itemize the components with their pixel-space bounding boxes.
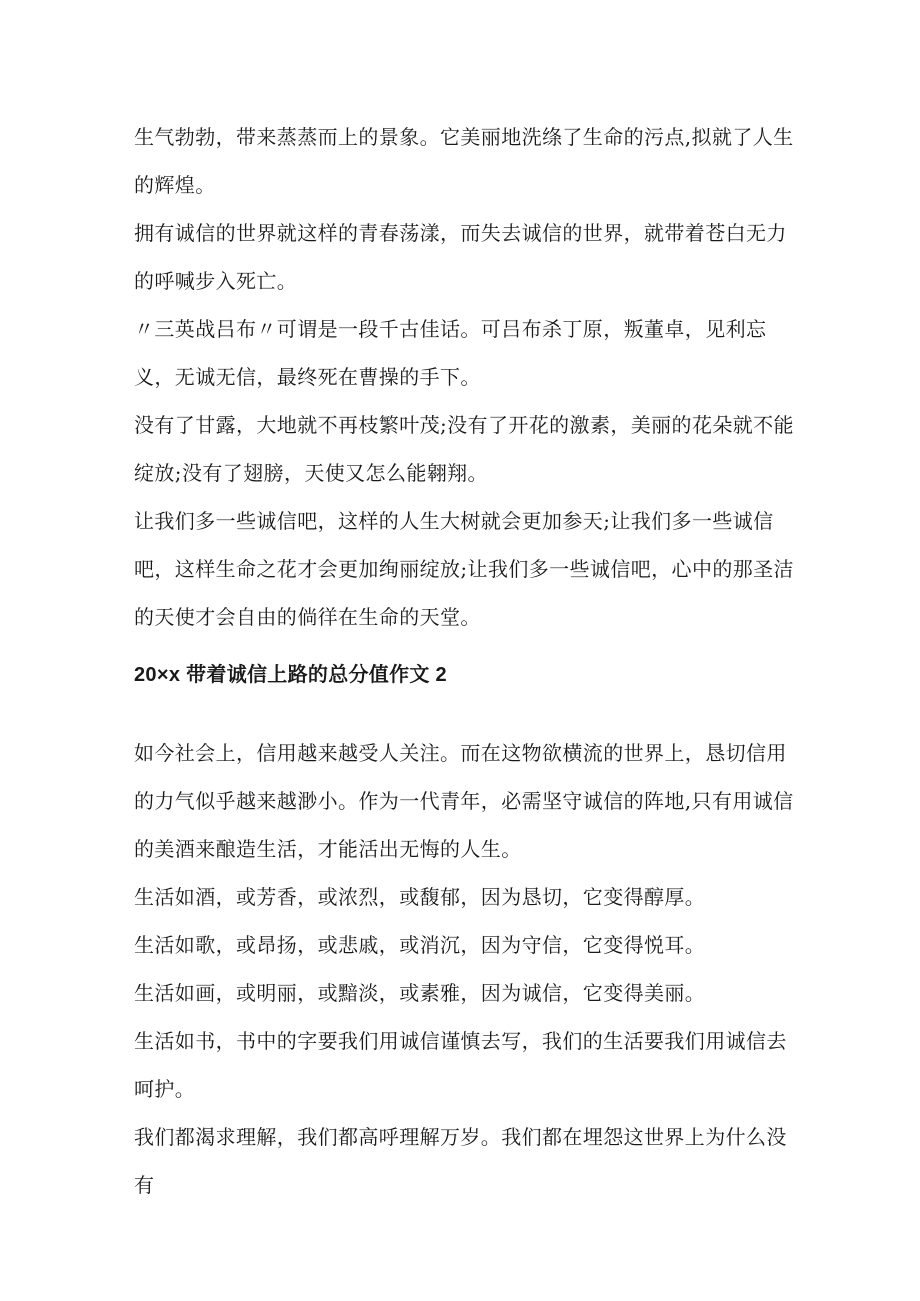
paragraph: 生活如书，书中的字要我们用诚信谨慎去写，我们的生活要我们用诚信去呵护。 (134, 1029, 787, 1101)
paragraph: 如今社会上，信用越来越受人关注。而在这物欲横流的世界上，恳切信用的力气似乎越来越渺小。作为一代青年，必需坚守诚信的阵地,只有用诚信的美酒来酿造生活，才能活出无悔的人生。 (134, 741, 794, 861)
section-heading: 20×x 带着诚信上路的总分值作文 2 (134, 664, 447, 686)
paragraph: 生活如酒，或芳香，或浓烈，或馥郁，因为恳切，它变得醇厚。 (134, 885, 706, 909)
paragraph: 拥有诚信的世界就这样的青春荡漾，而失去诚信的世界，就带着苍白无力的呼喊步入死亡。 (134, 221, 787, 293)
paragraph: 生活如歌，或昂扬，或悲戚，或消沉，因为守信，它变得悦耳。 (134, 933, 706, 957)
paragraph: 没有了甘露，大地就不再枝繁叶茂;没有了开花的激素，美丽的花朵就不能绽放;没有了翅膀，天使又怎么能翱翔。 (134, 413, 794, 485)
paragraph: 我们都渴求理解，我们都高呼理解万岁。我们都在埋怨这世界上为什么没有 (134, 1125, 787, 1197)
paragraph: 生活如画，或明丽，或黯淡，或素雅，因为诚信，它变得美丽。 (134, 981, 706, 1005)
paragraph: 生气勃勃，带来蒸蒸而上的景象。它美丽地洗绦了生命的污点,拟就了人生的辉煌。 (134, 125, 794, 197)
paragraph: 〃三英战吕布〃可谓是一段千古佳话。可吕布杀丁原，叛董卓，见利忘义，无诚无信，最终死在曹操的手下。 (134, 317, 767, 389)
paragraph: 让我们多一些诚信吧，这样的人生大树就会更加参天;让我们多一些诚信吧，这样生命之花才会更加绚丽绽放;让我们多一些诚信吧，心中的那圣洁的天使才会自由的倘徉在生命的天堂。 (134, 509, 794, 629)
